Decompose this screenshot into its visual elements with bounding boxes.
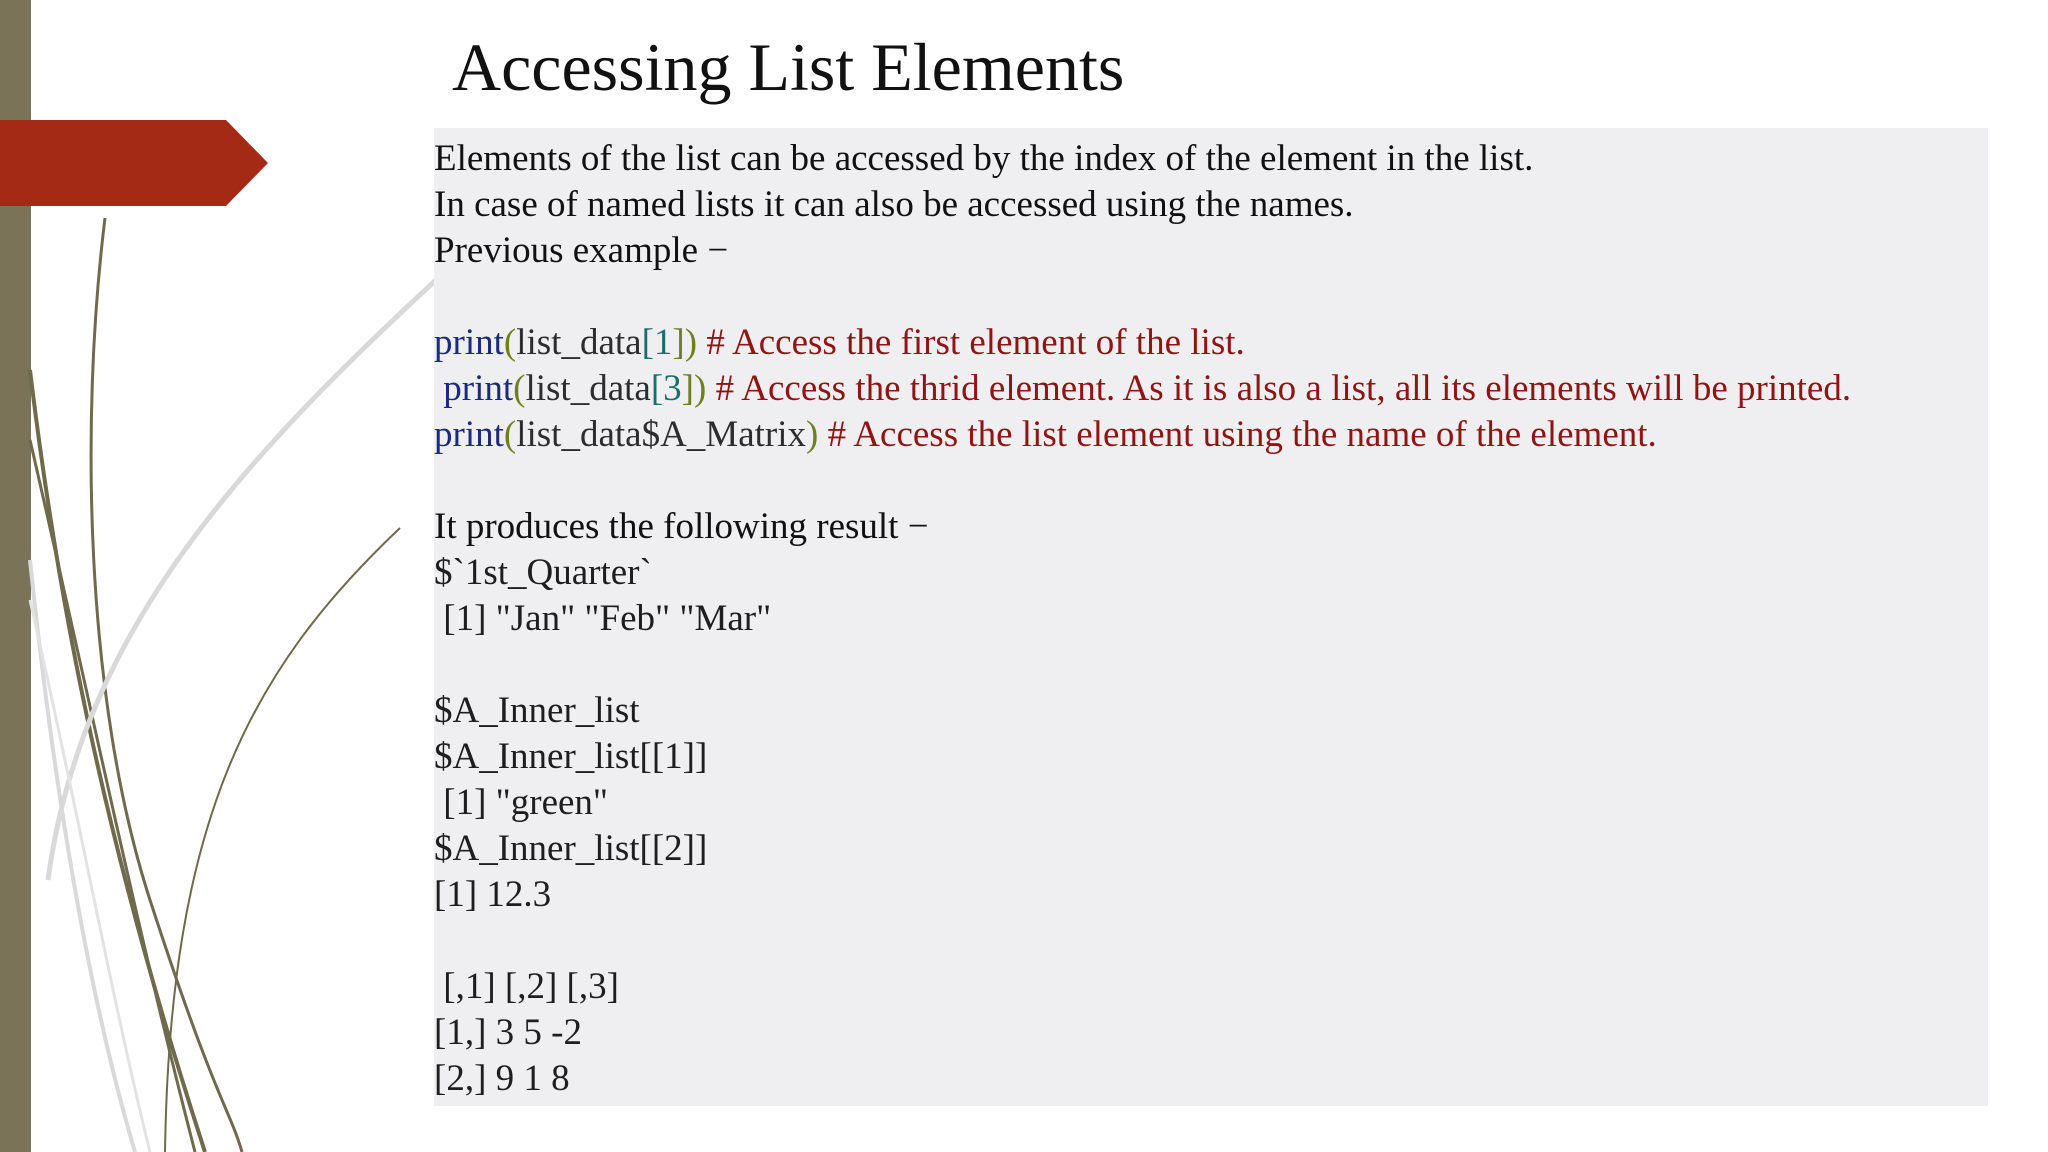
output-line: [1,] 3 5 -2	[434, 1012, 582, 1053]
code-comment: # Access the first element of the list.	[697, 322, 1245, 363]
code-line	[434, 366, 2034, 412]
intro-line: Elements of the list can be accessed by the index of the element in the list.	[434, 138, 1534, 179]
output-line: $`1st_Quarter`	[434, 552, 652, 593]
code-comment: # Access the list element using the name of the element.	[818, 414, 1657, 455]
output-line: $A_Inner_list[[2]]	[434, 828, 708, 869]
code-comment: # Access the thrid element. As it is also a list, all its elements will be printed.	[706, 368, 1852, 409]
output-line: [1] "Jan" "Feb" "Mar"	[434, 598, 772, 639]
code-bracket: [	[641, 322, 654, 363]
output-line: $A_Inner_list[[1]]	[434, 736, 708, 777]
code-paren: )	[684, 322, 698, 363]
output-line: [2,] 9 1 8	[434, 1058, 570, 1099]
code-paren: (	[503, 414, 517, 455]
code-paren: (	[503, 322, 517, 363]
code-index: 3	[663, 368, 682, 409]
code-paren: (	[513, 368, 526, 409]
code-bracket: [	[650, 368, 664, 409]
code-argument: list_data	[525, 368, 651, 409]
intro-line: Previous example −	[434, 230, 729, 271]
arrow-tab-decoration	[0, 120, 270, 206]
code-index: 1	[653, 322, 673, 363]
code-bracket: ]	[681, 368, 694, 409]
code-argument: list_data$A_Matrix	[516, 414, 807, 455]
slide-title: Accessing List Elements	[452, 29, 1125, 105]
code-argument: list_data	[516, 322, 642, 363]
output-line: $A_Inner_list	[434, 690, 640, 731]
code-function: print	[434, 322, 504, 363]
code-paren: )	[806, 414, 819, 455]
content-text	[434, 136, 2034, 1102]
output-line: [1] "green"	[434, 782, 609, 823]
blank-line	[434, 458, 2034, 504]
code-bracket: ]	[672, 322, 685, 363]
intro-line: In case of named lists it can also be accessed using the names.	[434, 184, 1354, 225]
code-line	[434, 412, 2034, 458]
output-line	[434, 642, 2034, 688]
blank-line	[434, 274, 2034, 320]
code-function: print	[434, 414, 504, 455]
result-intro: It produces the following result −	[434, 506, 929, 547]
code-line	[434, 320, 2034, 366]
code-paren: )	[694, 368, 707, 409]
output-line	[434, 918, 2034, 964]
output-line: [1] 12.3	[434, 874, 552, 915]
output-line: [,1] [,2] [,3]	[434, 966, 619, 1007]
code-function: print	[443, 368, 514, 409]
